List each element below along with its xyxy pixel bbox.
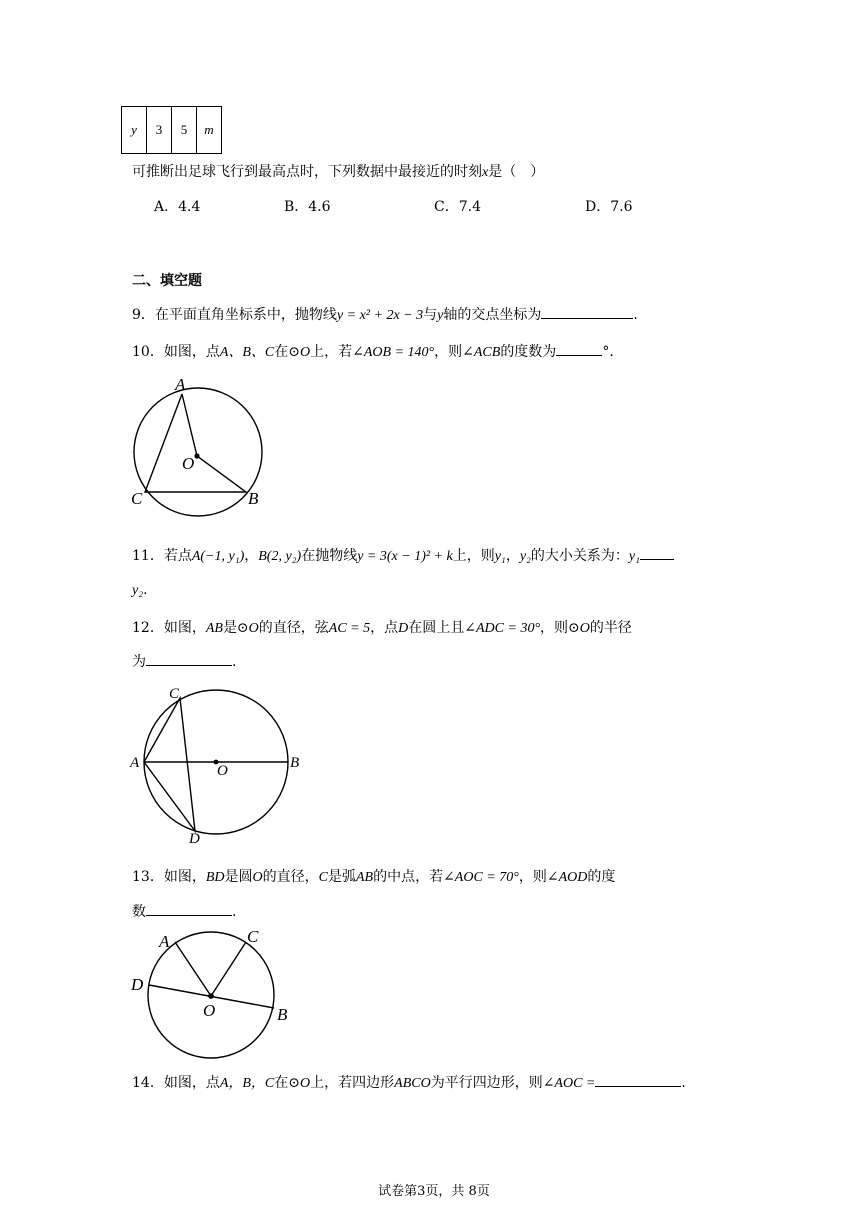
question-9: 9．在平面直角坐标系中，抛物线y = x² + 2x − 3与y轴的交点坐标为 . [132, 304, 638, 324]
figure-13-circle [125, 920, 300, 1065]
question-13: 13．如图，BD是圆O的直径，C是弧AB的中点，若∠AOC = 70°，则∠AOD的度 [132, 869, 616, 885]
fig13-label-c: C [247, 927, 259, 946]
fig12-label-d: D [189, 831, 200, 847]
page-footer: 试卷第3页，共 8页 [378, 1184, 490, 1199]
answer-blank[interactable] [640, 545, 674, 560]
answer-blank[interactable] [556, 341, 602, 356]
question-12: 12．如图，AB是⊙O的直径，弦AC = 5，点D在圆上且∠ADC = 30°，则⊙O的半径 [132, 620, 632, 636]
answer-blank[interactable] [146, 651, 232, 666]
value-table [121, 106, 222, 154]
option-d: D．7.6 [585, 199, 633, 215]
answer-blank[interactable] [146, 901, 232, 916]
question-11: 11．若点A(−1, y₁)，B(2, y₂)在抛物线y = 3(x − 1)² + k上，则y₁，y₂的大小关系为：y₁ [132, 545, 674, 565]
figure-12-circle [125, 680, 310, 850]
fig12-label-a: A [130, 755, 140, 771]
fig13-label-d: D [131, 975, 144, 994]
figure-10-circle [125, 370, 275, 525]
fig13-label-a: A [159, 932, 170, 951]
option-c: C．7.4 [434, 199, 481, 215]
table-cell: y [122, 107, 147, 154]
fig10-label-o: O [182, 454, 195, 473]
question-8-stem: 可推断出足球飞行到最高点时，下列数据中最接近的时刻x是（ ） [132, 164, 545, 180]
table-cell: 5 [172, 107, 197, 154]
fig10-label-c: C [131, 489, 143, 508]
question-13-line2: 数 . [132, 901, 236, 921]
fig10-label-b: B [248, 489, 259, 508]
option-a: A．4.4 [154, 199, 201, 215]
answer-blank[interactable] [541, 304, 633, 319]
question-11-line2: y₂. [132, 582, 148, 598]
fig12-label-b: B [290, 755, 300, 771]
question-10: 10．如图，点A、B、C在⊙O上，若∠AOB = 140°，则∠ACB的度数为 °. [132, 341, 614, 361]
fig10-label-a: A [175, 375, 186, 394]
answer-blank[interactable] [595, 1072, 681, 1087]
section-heading: 二、填空题 [132, 273, 202, 289]
option-b: B．4.6 [284, 199, 331, 215]
fig13-label-o: O [203, 1001, 216, 1020]
fig12-label-o: O [217, 763, 228, 779]
fig12-label-c: C [169, 686, 180, 702]
question-14: 14．如图，点A，B，C在⊙O上，若四边形ABCO为平行四边形，则∠AOC = . [132, 1072, 686, 1092]
fig13-label-b: B [277, 1005, 288, 1024]
table-cell: 3 [147, 107, 172, 154]
table-cell: m [197, 107, 222, 154]
question-12-line2: 为 . [132, 651, 236, 671]
